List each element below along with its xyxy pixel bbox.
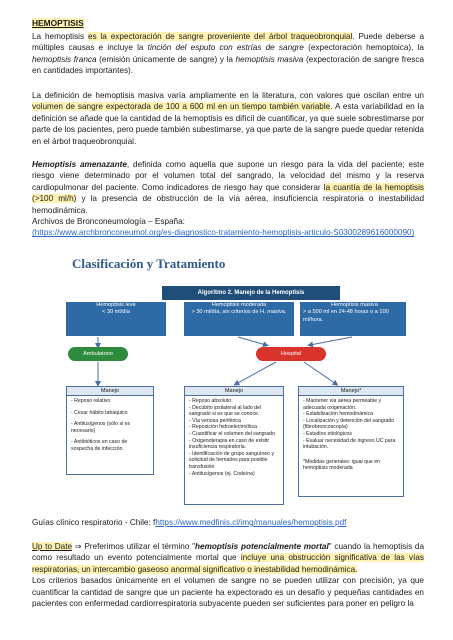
manejo-right-head: Manejo* <box>298 386 404 396</box>
list-item: - Oxigenoterapia en caso de existir insuficiencia respiratoria. <box>189 437 270 451</box>
text: (expectoración de sangre fresca en cantidades importantes). <box>32 54 424 76</box>
text: . A esta variabilidad en la definición se añade que la cantidad de la hemoptisis es difícil de cuantificar, ya que suele sobrestimarse por parte de los pacientes, pero puede también subestimarse, ya que parte de la sangre puede quedar retenida en el árbol traqueobronquial. <box>32 102 425 146</box>
bold-italic-text: Hemoptisis amenazante <box>32 160 127 169</box>
level-desc: < 30 ml/día <box>102 309 130 316</box>
list-item: - Estudios etiológicos <box>303 430 353 437</box>
ambulatorio-badge: Ambulatorio <box>68 347 128 361</box>
manejo-right-box <box>298 395 404 497</box>
text: Los criterios basados únicamente en el volumen de sangre no se pueden utilizar con precisión, ya que cuantificar la cantidad de sangre que un paciente ha expectorado es un desafío y pequeñas cantidades en pacientes con enfermedad cardiorrespiratoria subyacente pueden ser suficientes para poner en peligro la <box>32 576 424 609</box>
list-item: - Evaluar necesidad de ingreso UC para intubación. <box>303 437 396 451</box>
text: y la presencia de obstrucción de la vía aérea, insuficiencia respiratoria o inestabilidad hemodinámica. <box>32 194 424 215</box>
list-item: - Antitusígenos (sólo si es necesario) <box>71 421 131 434</box>
source-link[interactable]: (https://www.archbronconeumol.org/es-diagnostico-tratamiento-hemoptisis-articulo-S0300289616000090) <box>32 228 415 238</box>
paragraph-massive-definition <box>32 90 424 147</box>
text: (expectoración hemoptoica), la <box>303 43 424 53</box>
text: (emisión únicamente de sangre) y la <box>96 54 236 64</box>
highlight-text: incluye una obstrucción significativa de las vías respiratorias, un intercambio gaseoso anormal significativo o inestabilidad hemodinámica. <box>32 553 424 574</box>
page-heading: HEMOPTISIS <box>32 18 84 28</box>
highlight-text: la cuantía de la hemoptisis (>100 ml/h) <box>32 182 424 204</box>
italic-text: tinción del esputo con estrías de sangre <box>147 43 304 53</box>
level-moderate <box>184 302 294 336</box>
guide-link[interactable]: https://www.medfinis.cl/img/manuales/hemoptisis.pdf <box>155 518 347 527</box>
level-name: Hemoptisis moderada <box>211 302 267 308</box>
italic-text: hemoptisis franca <box>32 54 97 64</box>
manejo-mid-head: Manejo <box>184 386 284 396</box>
manejo-mid-box <box>184 395 284 505</box>
hospital-badge: Hospital <box>256 347 326 361</box>
section-title: Clasificación y Tratamiento <box>72 256 226 271</box>
uptodate-label: Up to Date <box>32 542 73 551</box>
level-desc: > 30 ml/día, sin criterios de H. masiva. <box>191 309 287 316</box>
level-desc: > a 500 ml en 24-48 horas o a 100 ml/hora. <box>303 309 389 323</box>
source-label: Archivos de Bronconeumología – España: <box>32 217 185 227</box>
management-algorithm-diagram <box>66 286 408 506</box>
list-item: - Decúbito ipsilateral al lado del sangrado si es que se conoce. <box>189 404 262 418</box>
list-item: - Reposo absoluto <box>189 398 232 404</box>
list-item: - Cesar hábito tabáquico <box>71 409 128 416</box>
level-name: Hemoptisis leve <box>96 302 136 308</box>
list-item: - Identificación de grupo sanguíneo y solicitud de hematíes para posible transfusión <box>189 450 275 470</box>
list-item: - Reposo relativo <box>71 398 111 404</box>
guide-reference <box>32 517 424 528</box>
text: . Puede deberse a múltiples causas e incluye la <box>32 32 425 53</box>
text: ⇒ Preferimos utilizar el término " <box>72 542 196 551</box>
list-item: - Localización y detención del sangrado (fibrobroncoscopía) <box>303 417 395 431</box>
list-item: - Cuantificar el volumen del sangrado <box>189 430 275 437</box>
guide-label: Guías clínico respiratorio - Chile: f <box>32 518 156 527</box>
footnote: *Medidas generales: igual que en hemoptisis moderada <box>303 458 381 472</box>
paragraph-definition <box>32 31 424 77</box>
list-item: - Reposición hidroelectrolítica <box>189 424 258 431</box>
bold-italic-text: hemoptisis potencialmente mortal <box>195 542 329 551</box>
manejo-left-box <box>66 395 154 475</box>
text: , definida como aquella que supone un riesgo para la vida del paciente; este riesgo viene determinado por el volumen total del sangrado, la velocidad del mismo y la reserva cardiopulmonar del paciente. Como indicadores de riesgo hay que considerar <box>32 160 425 192</box>
diagram-title: Algoritmo 2. Manejo de la Hemoptisis <box>162 286 340 300</box>
manejo-left-head: Manejo <box>66 386 154 396</box>
list-item: - Antibióticos en caso de sospecha de infección. <box>71 439 128 452</box>
highlight-text: volumen de sangre expectorada de 100 a 600 ml en un tiempo también variable <box>32 102 331 112</box>
paragraph-threatening <box>32 159 424 239</box>
level-name: Hemoptisis masiva <box>331 302 378 308</box>
text: La definición de hemoptisis masiva varía ampliamente en la literatura, con valores que oscilan entre un <box>32 91 424 100</box>
italic-text: hemoptisis masiva <box>235 54 304 64</box>
list-item: - Estabilización hemodinámica <box>303 411 374 418</box>
list-item: - Antitusígenos (ej. Codeína) <box>189 470 255 477</box>
highlight-text: es la expectoración de sangre proveniente del árbol traqueobronquial <box>87 32 353 41</box>
paragraph-uptodate <box>32 541 424 609</box>
level-massive <box>300 302 406 336</box>
list-item: - Vía venosa periférica <box>189 417 241 424</box>
text: " cuando la hemoptisis da como resultado un evento potencialmente mortal que <box>32 542 424 563</box>
text: La hemoptisis <box>32 32 88 41</box>
list-item: - Mantener vía aérea permeable y adecuada oxigenación. <box>303 398 382 411</box>
level-mild <box>66 302 166 336</box>
